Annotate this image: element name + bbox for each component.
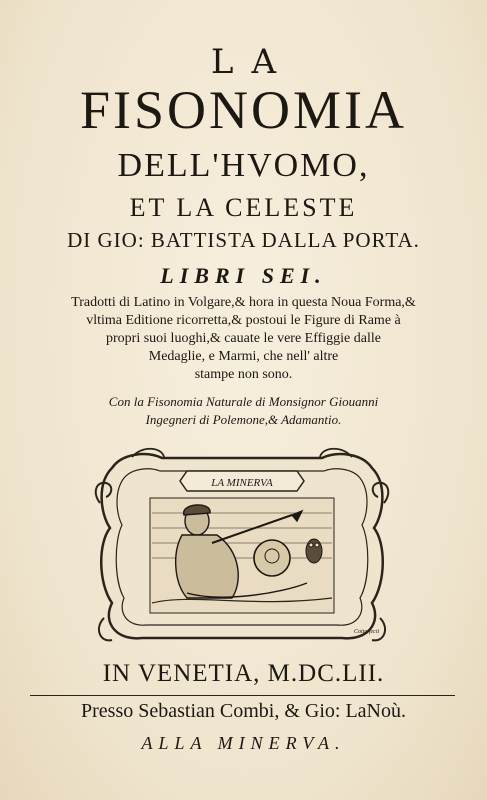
title-et-la-celeste: ET LA CELESTE	[129, 193, 358, 222]
emblem-signature: Cotta fecit	[354, 629, 380, 635]
title-dellhuomo: DELL'HVOMO,	[117, 147, 370, 184]
description-line: propri suoi luoghi,& cauate le vere Effiggie dalle	[106, 331, 381, 346]
title-fisonomia: FISONOMIA	[79, 80, 408, 140]
owl-icon	[306, 539, 322, 563]
description-paragraph	[0, 294, 487, 384]
shield-icon	[254, 540, 290, 576]
supplement-note	[0, 393, 487, 429]
divider-rule	[30, 695, 455, 696]
libri-sei: LIBRI SEI.	[160, 263, 327, 288]
supplement-line: Ingegneri di Polemone,& Adamantio.	[145, 412, 342, 427]
emblem-banner-text: LA MINERVA	[211, 477, 273, 489]
description-line: vltima Editione ricorretta,& postoui le Figure di Rame à	[86, 313, 401, 328]
imprint-sign: ALLA MINERVA.	[141, 733, 346, 753]
description-line: Tradotti di Latino in Volgare,& hora in questa Noua Forma,&	[71, 295, 416, 310]
minerva-printer-device	[92, 443, 392, 648]
imprint-printer: Presso Sebastian Combi, & Gio: LaNoù.	[81, 700, 406, 722]
description-line: stampe non sono.	[194, 367, 293, 382]
description-line: Medaglie, e Marmi, che nell' altre	[148, 349, 339, 364]
author-line: DI GIO: BATTISTA DALLA PORTA.	[67, 228, 420, 252]
supplement-line: Con la Fisonomia Naturale di Monsignor Giouanni	[108, 394, 379, 409]
title-la: LA	[210, 42, 295, 82]
imprint-place-date: IN VENETIA, M.DC.LII.	[102, 660, 385, 687]
